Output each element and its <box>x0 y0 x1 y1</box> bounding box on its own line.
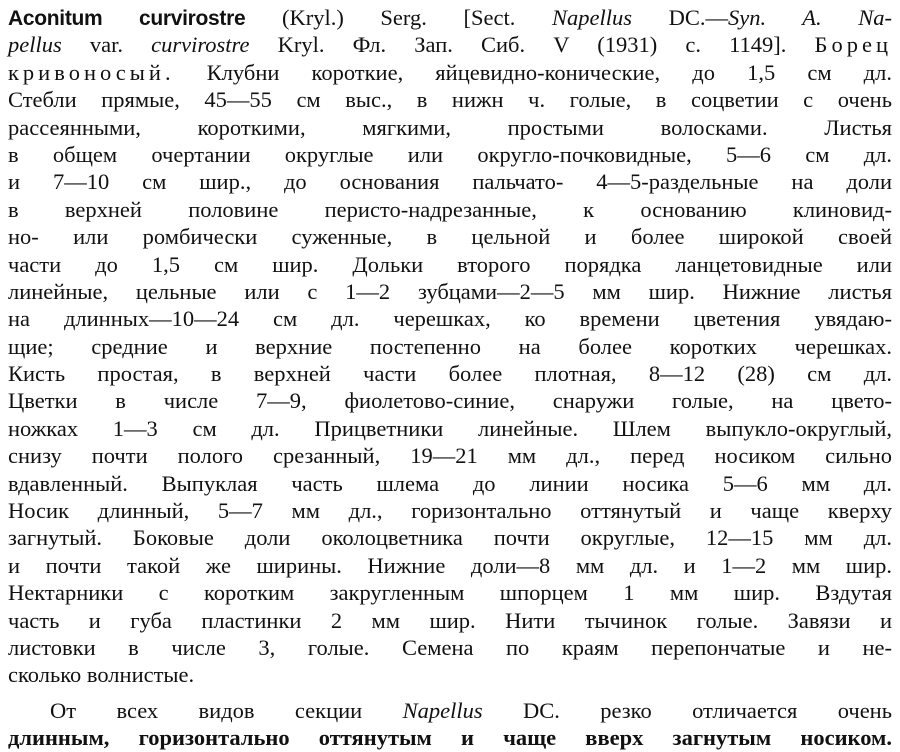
description-text-run: части до 1,5 см шир. Дольки второго порядка ланцетовидные или <box>8 251 892 277</box>
species-description-paragraph <box>8 4 892 689</box>
description-line <box>8 251 892 278</box>
description-text-run: curvirostre <box>151 32 250 58</box>
species-description-page <box>8 4 892 752</box>
description-line <box>8 360 892 387</box>
description-line <box>8 278 892 305</box>
description-text-run: Napellus <box>551 5 632 30</box>
description-line <box>8 333 892 360</box>
description-line <box>8 141 892 168</box>
description-text-run: DC.— <box>631 5 728 30</box>
description-text-run: ножках 1—3 см дл. Прицветники линейные. Шлем выпукло-округлый, <box>8 415 892 441</box>
description-line <box>8 114 892 141</box>
description-line <box>8 31 892 58</box>
description-text-run: часть и губа пластинки 2 мм шир. Нити тычинок голые. Завязи и <box>8 607 892 633</box>
description-line <box>8 634 892 661</box>
description-line <box>8 387 892 414</box>
description-line <box>8 59 892 86</box>
description-text-run: Нектарники с коротким закругленным шпорцем 1 мм шир. Вздутая <box>8 580 892 606</box>
description-text-run: но- или ромбически суженные, в цельной и более широкой своей <box>8 224 892 250</box>
description-text-run: сколько волнистые. <box>8 662 195 688</box>
description-text-run: Syn. A. Na- <box>727 5 892 30</box>
description-text-run: и почти такой же ширины. Нижние доли—8 мм дл. и 1—2 мм шир. <box>8 552 892 578</box>
description-text-run: в верхней половине перисто-надрезанные, к основанию клиновид- <box>8 196 892 222</box>
note-line <box>8 724 892 751</box>
description-text-run: Кисть простая, в верхней части более плотная, 8—12 (28) см дл. <box>8 361 892 387</box>
description-line <box>8 223 892 250</box>
description-text-run: линейные, цельные или с 1—2 зубцами—2—5 мм шир. Нижние листья <box>8 278 892 304</box>
description-line <box>8 415 892 442</box>
description-line <box>8 442 892 469</box>
description-text-run: в общем очертании округлые или округло-почковидные, 5—6 см дл. <box>8 141 892 167</box>
description-text-run: pellus <box>8 32 62 58</box>
description-text-run: рассеянными, короткими, мягкими, простыми волосками. Листья <box>8 114 892 140</box>
description-text-run: снизу почти полого срезанный, 19—21 мм дл., перед носиком сильно <box>8 443 892 469</box>
description-text-run: Стебли прямые, 45—55 см выс., в нижн ч. голые, в соцветии с очень <box>8 87 892 113</box>
description-text-run: Kryl. Фл. Зап. Сиб. V (1931) с. 1149]. <box>249 32 815 58</box>
description-text-run: вдавленный. Выпуклая часть шлема до линии носика 5—6 мм дл. <box>8 470 892 496</box>
description-text-run: и 7—10 см шир., до основания пальчато- 4—5-раздельные на доли <box>8 169 892 195</box>
description-text-run: на длинных—10—24 см дл. черешках, ко времени цветения увядаю- <box>8 306 892 332</box>
description-line <box>8 470 892 497</box>
description-line <box>8 196 892 223</box>
description-text-run: Борец <box>814 32 892 58</box>
description-text-run: щие; средние и верхние постепенно на более коротких черешках. <box>8 333 892 359</box>
description-text-run: var. <box>61 32 152 58</box>
note-line <box>8 697 892 724</box>
note-text-run: DC. резко отличается очень <box>482 697 892 723</box>
description-line <box>8 607 892 634</box>
description-line <box>8 305 892 332</box>
description-text-run: кривоносый. <box>8 59 175 85</box>
description-text-run: Носик длинный, 5—7 мм дл., горизонтально оттянутый и чаще кверху <box>8 498 892 524</box>
description-text-run: (Kryl.) Serg. [Sect. <box>245 5 552 30</box>
note-text-run: Napellus <box>402 697 483 723</box>
description-line <box>8 661 892 688</box>
description-line <box>8 4 892 31</box>
note-text-run: От всех видов секции <box>50 697 403 723</box>
description-text-run: Клубни короткие, яйцевидно-конические, до 1,5 см дл. <box>174 59 892 85</box>
description-text-run: Aconitum curvirostre <box>8 7 246 30</box>
description-text-run: листовки в числе 3, голые. Семена по краям перепончатые и не- <box>8 634 892 660</box>
description-line <box>8 497 892 524</box>
description-text-run: Цветки в числе 7—9, фиолетово-синие, снаружи голые, на цвето- <box>8 388 892 414</box>
description-text-run: загнутый. Боковые доли околоцветника почти округлые, 12—15 мм дл. <box>8 525 892 551</box>
description-line <box>8 86 892 113</box>
diagnostic-note-paragraph <box>8 697 892 752</box>
note-text-run: длинным, горизонтально оттянутым и чаще вверх загнутым носиком. <box>8 725 892 751</box>
description-line <box>8 524 892 551</box>
description-line <box>8 579 892 606</box>
description-line <box>8 552 892 579</box>
paragraph-gap <box>8 689 892 697</box>
description-line <box>8 168 892 195</box>
